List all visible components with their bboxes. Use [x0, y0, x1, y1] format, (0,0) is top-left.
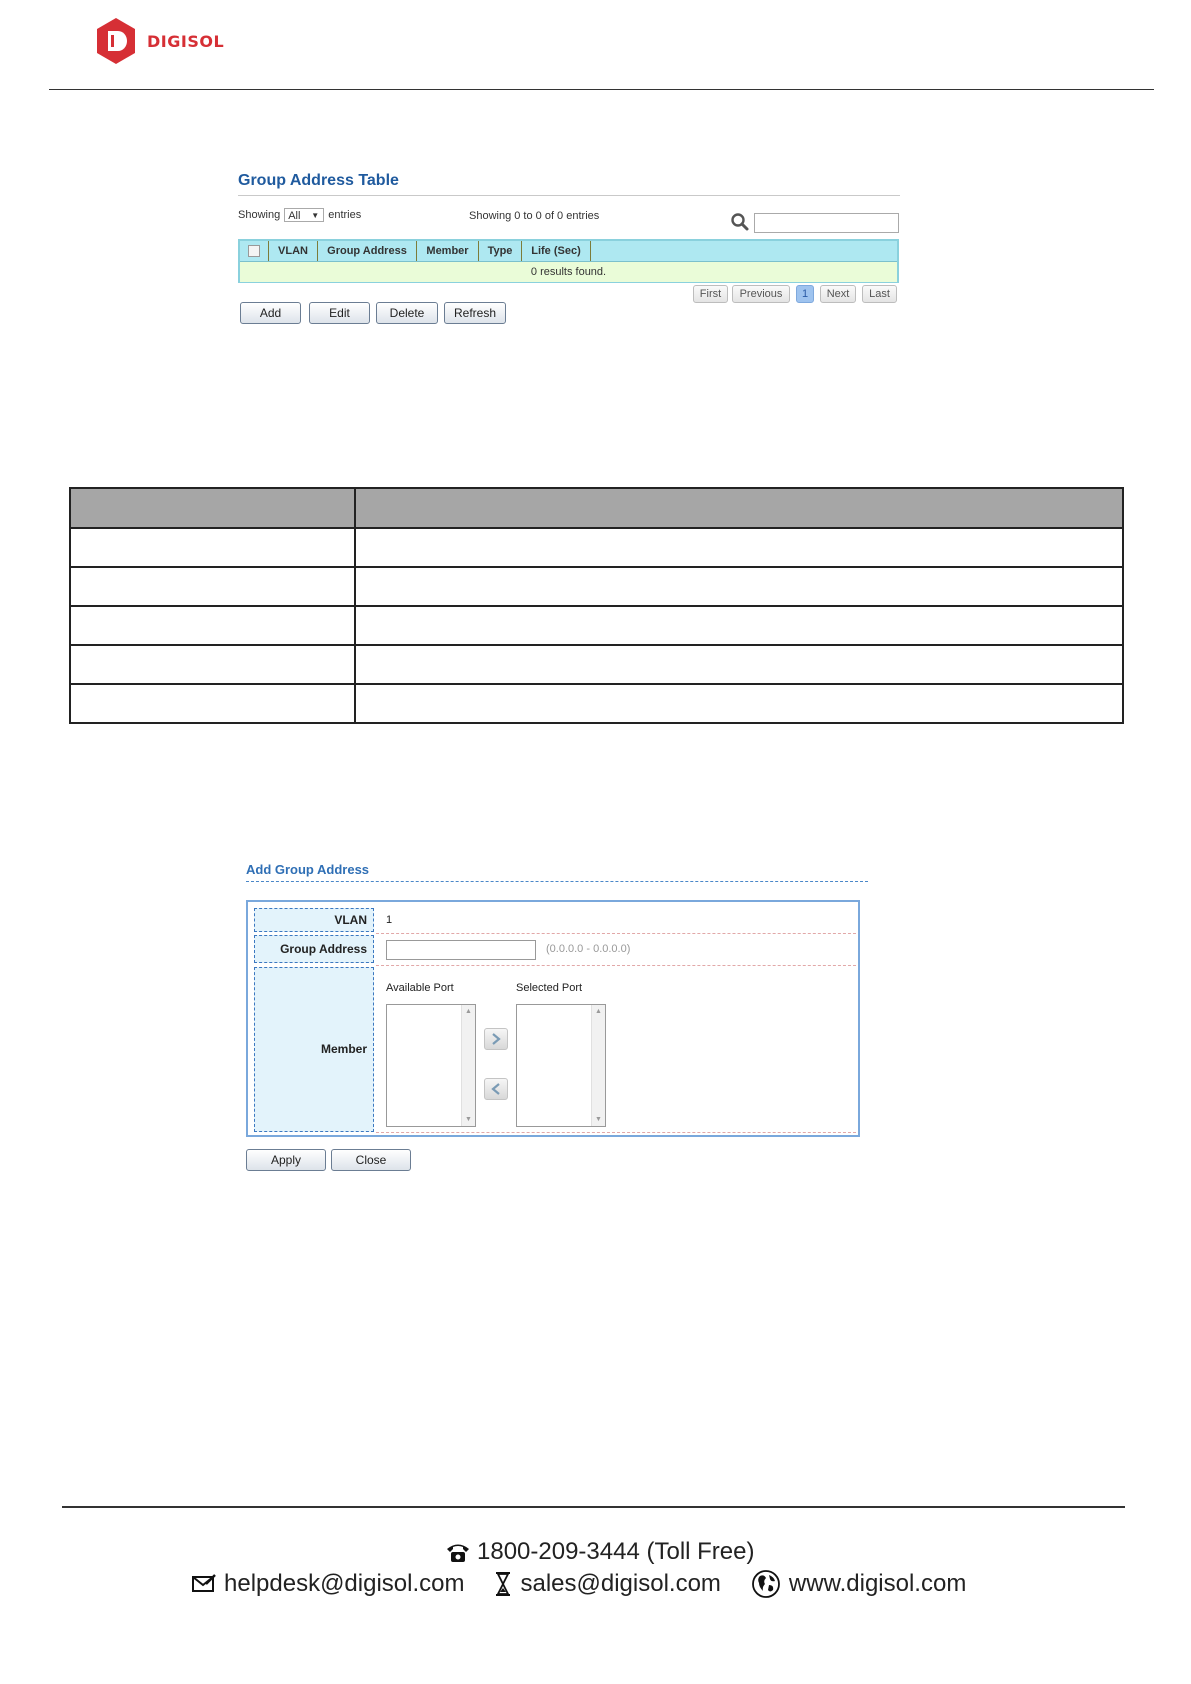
row-divider [376, 933, 856, 934]
selected-port-list[interactable] [516, 1004, 606, 1127]
edit-button[interactable]: Edit [309, 302, 370, 324]
header-divider [49, 89, 1154, 90]
selected-port-label: Selected Port [516, 982, 583, 994]
footer-phone [445, 1538, 755, 1566]
table-cell [355, 684, 1123, 723]
title-divider [246, 881, 868, 882]
digisol-logo-icon [95, 17, 137, 65]
entries-summary: Showing 0 to 0 of 0 entries [469, 210, 600, 222]
add-group-address-form [246, 900, 860, 1137]
scrollbar[interactable] [591, 1005, 605, 1126]
remove-port-button[interactable] [484, 1078, 508, 1100]
close-button[interactable]: Close [331, 1149, 411, 1171]
digisol-logo [95, 16, 224, 66]
vlan-value: 1 [386, 914, 393, 926]
entries-select[interactable] [284, 208, 324, 222]
last-page-button[interactable]: Last [862, 285, 897, 303]
group-address-hint: (0.0.0.0 - 0.0.0.0) [546, 943, 631, 955]
next-page-button[interactable]: Next [820, 285, 856, 303]
group-address-label: Group Address [254, 935, 374, 963]
table-cell [355, 528, 1123, 567]
table-cell [355, 645, 1123, 684]
table-row [70, 528, 1123, 567]
scroll-down-icon[interactable]: ▼ [595, 1116, 602, 1123]
select-all-checkbox[interactable] [248, 245, 260, 257]
page-number-button[interactable]: 1 [796, 285, 814, 303]
group-address-input[interactable] [386, 940, 536, 960]
entries-control [238, 208, 361, 222]
table-cell [70, 567, 355, 606]
add-port-button[interactable] [484, 1028, 508, 1050]
phone-icon [445, 1541, 471, 1563]
title-divider [238, 195, 900, 196]
row-divider [376, 1132, 856, 1133]
refresh-button[interactable]: Refresh [444, 302, 506, 324]
brand-name: DIGISOL [147, 31, 225, 51]
showing-label: Showing [238, 209, 281, 221]
scroll-down-icon[interactable]: ▼ [465, 1116, 472, 1123]
scroll-up-icon[interactable]: ▲ [595, 1008, 602, 1015]
entries-select-value: All [288, 210, 301, 222]
sales-email-link[interactable]: sales@digisol.com [520, 1570, 721, 1597]
apply-button[interactable]: Apply [246, 1149, 326, 1171]
table-cell [70, 606, 355, 645]
search-icon[interactable] [730, 212, 750, 237]
delete-button[interactable]: Delete [376, 302, 438, 324]
chevron-right-icon [491, 1033, 501, 1045]
table-cell [70, 645, 355, 684]
table-cell [355, 488, 1123, 528]
table-cell [70, 684, 355, 723]
table-cell [70, 488, 355, 528]
table-cell [70, 528, 355, 567]
vlan-label: VLAN [254, 908, 374, 932]
empty-message: 0 results found. [240, 262, 897, 282]
table-header [240, 241, 897, 262]
footer-contacts [192, 1569, 966, 1599]
table-header-row [70, 488, 1123, 528]
column-header-life[interactable]: Life (Sec) [522, 241, 591, 261]
add-button[interactable]: Add [240, 302, 301, 324]
table-row [70, 567, 1123, 606]
mail-icon [192, 1574, 216, 1594]
column-header-member[interactable]: Member [417, 241, 479, 261]
table-row [70, 606, 1123, 645]
chevron-left-icon [491, 1083, 501, 1095]
phone-number: 1800-209-3444 (Toll Free) [477, 1538, 755, 1565]
available-port-list[interactable] [386, 1004, 476, 1127]
add-group-address-title: Add Group Address [246, 862, 370, 877]
column-header-type[interactable]: Type [479, 241, 522, 261]
table-cell [355, 567, 1123, 606]
group-address-table-title: Group Address Table [238, 172, 399, 189]
table-cell [355, 606, 1123, 645]
group-address-table [238, 239, 899, 283]
scroll-up-icon[interactable]: ▲ [465, 1008, 472, 1015]
table-row [70, 645, 1123, 684]
column-header-vlan[interactable]: VLAN [269, 241, 318, 261]
first-page-button[interactable]: First [693, 285, 728, 303]
column-header-group-address[interactable]: Group Address [318, 241, 417, 261]
row-divider [376, 965, 856, 966]
scrollbar[interactable] [461, 1005, 475, 1126]
entries-label: entries [328, 209, 362, 221]
footer-divider [62, 1506, 1125, 1508]
globe-icon [751, 1569, 781, 1599]
hourglass-icon [494, 1571, 512, 1597]
member-label: Member [254, 967, 374, 1132]
dropdown-arrow-icon: ▼ [311, 211, 320, 220]
helpdesk-email-link[interactable]: helpdesk@digisol.com [224, 1570, 465, 1597]
table-row [70, 684, 1123, 723]
search-input[interactable] [754, 213, 899, 233]
available-port-label: Available Port [386, 982, 454, 994]
select-all-checkbox-cell [240, 241, 269, 261]
website-link[interactable]: www.digisol.com [788, 1570, 967, 1597]
parameter-description-table [69, 487, 1124, 724]
previous-page-button[interactable]: Previous [732, 285, 790, 303]
